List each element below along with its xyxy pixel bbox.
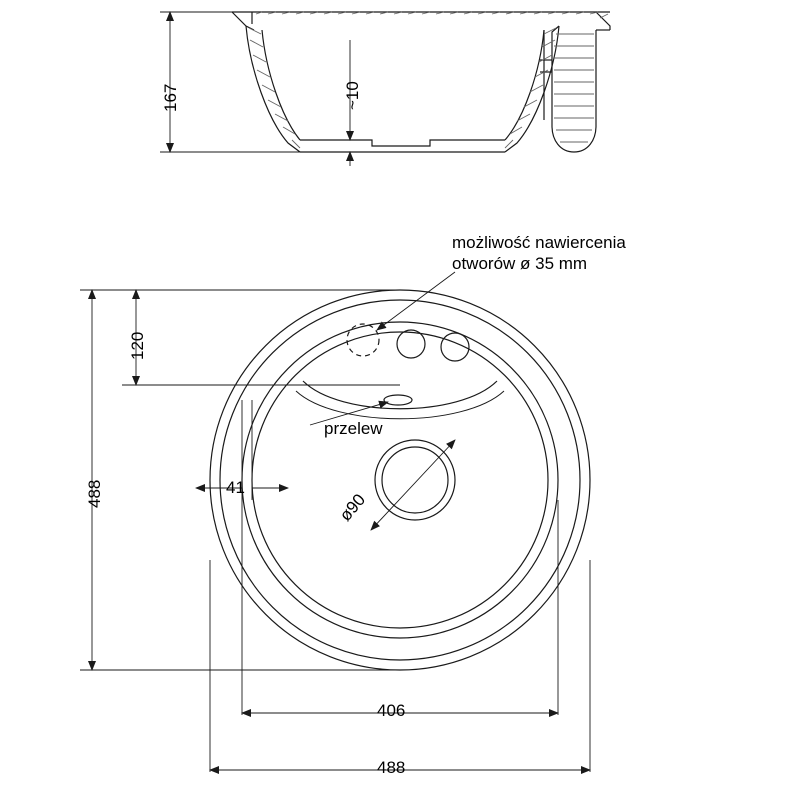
- sink-outer-circle: [210, 290, 590, 670]
- drain-outer-circle: [375, 440, 455, 520]
- bowl-inner-circle: [252, 332, 548, 628]
- dim-label-drain: ø90: [335, 490, 370, 525]
- tap-holes-note-line2: otworów ø 35 mm: [452, 254, 588, 273]
- tap-hole-1: [397, 330, 425, 358]
- dim-label-488-vertical: 488: [85, 479, 104, 508]
- dim-label-488-horizontal: 488: [377, 758, 406, 777]
- drain-inner-circle: [382, 447, 448, 513]
- dim-label-167: 167: [161, 83, 180, 112]
- sink-rim-circle: [220, 300, 580, 660]
- bowl-outer-circle: [242, 322, 558, 638]
- top-view: [80, 272, 590, 772]
- dimension-lines: [80, 290, 590, 772]
- tap-holes-note-line1: możliwość nawiercenia: [452, 233, 626, 252]
- dim-label-406: 406: [377, 701, 406, 720]
- dim-label-thickness: ~10: [343, 81, 362, 110]
- overflow-label: przelew: [324, 419, 383, 438]
- overflow-slot: [384, 395, 412, 405]
- dim-label-41: 41: [226, 478, 245, 497]
- dim-label-120: 120: [128, 331, 147, 360]
- cross-section-view: [160, 12, 610, 166]
